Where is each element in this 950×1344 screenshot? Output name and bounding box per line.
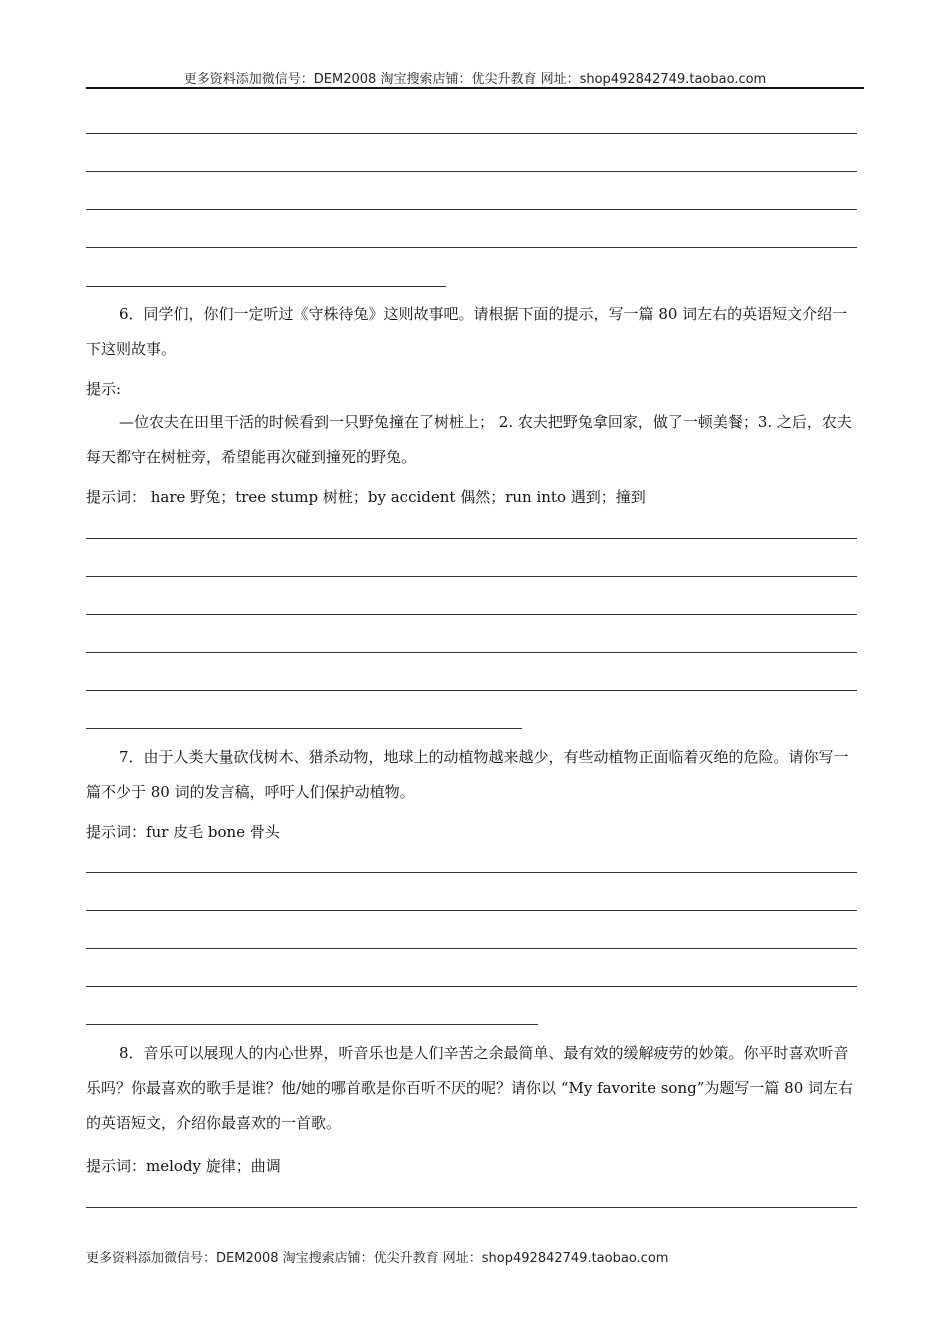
q6-prompt: 6．同学们，你们一定听过《守株待兔》这则故事吧。请根据下面的提示，写一篇 80 词左右的英语短文介绍一下这则故事。	[86, 305, 848, 358]
q8-keywords: 提示词：melody 旋律；曲调	[86, 1157, 281, 1175]
page-footer: 更多资料添加微信号：DEM2008 淘宝搜索店铺：优尖升教育 网址：shop492842749.taobao.com	[86, 1251, 669, 1266]
answer-line	[86, 171, 857, 172]
header-divider	[86, 87, 864, 89]
q7-prompt: 7．由于人类大量砍伐树木、猎杀动物，地球上的动植物越来越少，有些动植物正面临着灭绝的危险。请你写一篇不少于 80 词的发言稿，呼吁人们保护动植物。	[86, 748, 849, 801]
answer-line	[86, 872, 857, 873]
answer-line	[86, 247, 857, 248]
answer-line	[86, 1207, 857, 1208]
page-header: 更多资料添加微信号：DEM2008 淘宝搜索店铺：优尖升教育 网址：shop492842749.taobao.com	[183, 72, 767, 87]
answer-line	[86, 910, 857, 911]
q6-keywords: 提示词： hare 野兔；tree stump 树桩；by accident 偶然；run into 遇到；撞到	[86, 488, 646, 506]
answer-line	[86, 690, 857, 691]
answer-line	[86, 133, 857, 134]
answer-line	[86, 576, 857, 577]
q6-tips-label: 提示:	[86, 380, 122, 398]
answer-line	[86, 209, 857, 210]
answer-line	[86, 986, 857, 987]
q8-prompt: 8．音乐可以展现人的内心世界，听音乐也是人们辛苦之余最简单、最有效的缓解疲劳的妙策。你平时喜欢听音乐吗？你最喜欢的歌手是谁？他/她的哪首歌是你百听不厌的呢？请你以 “My favorite song”为题写一篇 80 词左右的英语短文，介绍你最喜欢的一首歌。	[86, 1044, 854, 1132]
answer-line	[86, 286, 446, 287]
q6-tips: —位农夫在田里干活的时候看到一只野兔撞在了树桩上； 2. 农夫把野兔拿回家，做了一顿美餐；3. 之后，农夫每天都守在树桩旁，希望能再次碰到撞死的野兔。	[86, 413, 852, 466]
answer-line	[86, 614, 857, 615]
q7-keywords: 提示词：fur 皮毛 bone 骨头	[86, 823, 280, 841]
answer-line	[86, 728, 522, 729]
answer-line	[86, 538, 857, 539]
answer-line	[86, 1024, 538, 1025]
answer-line	[86, 652, 857, 653]
answer-line	[86, 948, 857, 949]
